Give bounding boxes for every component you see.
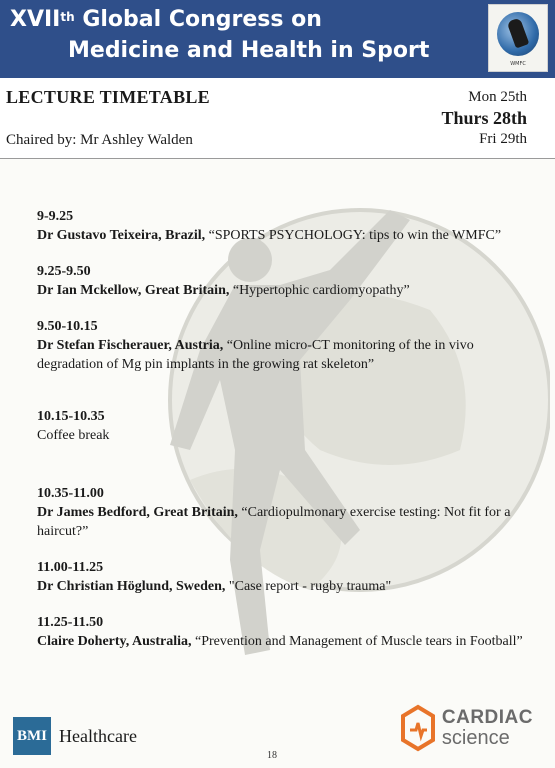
slot-6 [37, 558, 537, 596]
day-thurs: Thurs 28th [441, 108, 527, 128]
slot-5 [37, 484, 537, 541]
day-fri: Fri 29th [479, 131, 527, 147]
slot-speaker: Claire Doherty, Australia, [37, 634, 192, 649]
cardiac-science-logo-icon [400, 704, 436, 752]
science-word: science [441, 727, 510, 749]
slot-speaker: Dr Gustavo Teixeira, Brazil, [37, 228, 206, 243]
slot-time: 10.35-11.00 [37, 486, 104, 501]
slot-2 [37, 262, 537, 300]
slot-7 [37, 613, 537, 651]
congress-title [10, 4, 429, 66]
cardiac-science-logo [400, 704, 533, 752]
slot-3 [37, 317, 537, 374]
page-number: 18 [267, 750, 277, 761]
slot-4 [37, 407, 537, 445]
slot-1 [37, 207, 537, 245]
page-title: LECTURE TIMETABLE [6, 87, 210, 107]
slot-speaker: Dr Christian Höglund, Sweden, [37, 579, 226, 594]
slot-time: 9.50-10.15 [37, 319, 98, 334]
congress-logo-icon: WMFC [488, 4, 548, 72]
slot-time: 9-9.25 [37, 209, 74, 224]
slot-time: 10.15-10.35 [37, 409, 105, 424]
slot-talk: “Prevention and Management of Muscle tears in Football” [195, 634, 523, 649]
chaired-by: Chaired by: Mr Ashley Walden [6, 132, 193, 148]
title-line1: Global Congress on [82, 7, 322, 32]
bmi-healthcare-logo [13, 717, 137, 755]
cardiac-science-text [442, 708, 533, 748]
slot-speaker: Dr Ian Mckellow, Great Britain, [37, 283, 230, 298]
title-line2: Medicine and Health in Sport [68, 38, 430, 63]
slot-talk: “Hypertophic cardiomyopathy” [232, 283, 410, 298]
day-list [441, 87, 527, 150]
slot-talk: Coffee break [37, 428, 110, 443]
congress-ordinal: XVII [10, 7, 61, 32]
slot-talk: “Cardiopulmonary exercise testing: Not fit for a haircut?” [37, 505, 511, 539]
bmi-logo-icon: BMI [13, 717, 51, 755]
slot-talk: "Case report - rugby trauma" [228, 579, 392, 594]
lecture-schedule [37, 207, 537, 651]
slot-time: 9.25-9.50 [37, 264, 91, 279]
slot-speaker: Dr James Bedford, Great Britain, [37, 505, 238, 520]
day-mon: Mon 25th [468, 89, 527, 105]
slot-time: 11.00-11.25 [37, 560, 104, 575]
slot-talk: “SPORTS PSYCHOLOGY: tips to win the WMFC” [208, 228, 502, 243]
ordinal-suffix: th [60, 10, 75, 24]
bmi-healthcare-text: Healthcare [59, 725, 137, 746]
cardiac-word: CARDIAC [441, 707, 533, 728]
title-banner [0, 0, 555, 78]
slot-speaker: Dr Stefan Fischerauer, Austria, [37, 338, 224, 353]
slot-time: 11.25-11.50 [37, 615, 104, 630]
slot-talk: “Online micro-CT monitoring of the in vivo degradation of Mg pin implants in the growing rat skeleton” [37, 338, 474, 372]
